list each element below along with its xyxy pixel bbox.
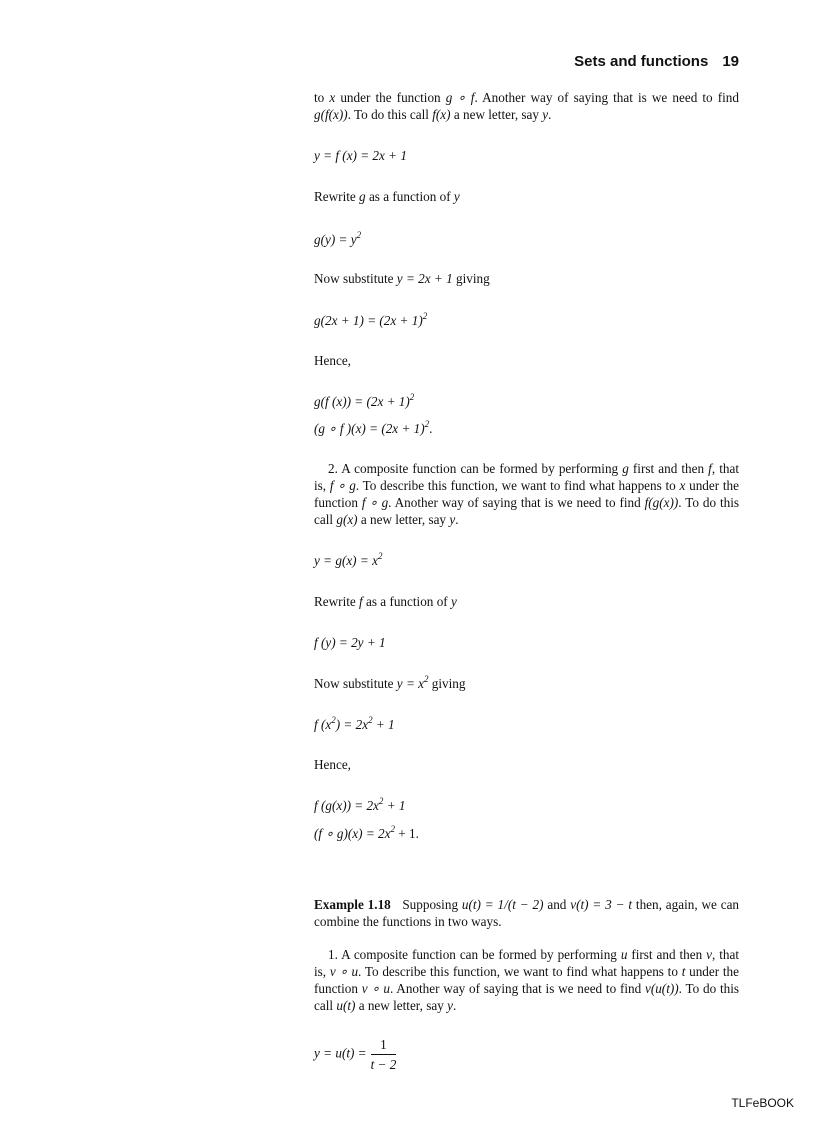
equation-fgx: f $(g(x)) = 2x^2 + 1$: [314, 796, 406, 813]
watermark-text: TLFeBOOK: [731, 1096, 794, 1110]
equation-y-fx: y = f (x) = 2x + 1: [314, 148, 407, 163]
equation-g-circ-f: (g ∘ f )$(x) = (2x + 1)^2$.: [314, 419, 433, 436]
page-number: 19: [722, 53, 739, 70]
equation-gfx: g(f $(x)) = (2x + 1)^2$: [314, 392, 415, 409]
paragraph-2: 2. A composite function can be formed by performing g first and then f, that is, f ∘ g. To describe this function, we want to find what happens to x under the function f ∘ g. Another way of saying that is we need to find f(g(x)). To do this call g(x) a new letter, say y.: [314, 461, 740, 527]
rewrite-g-line: Rewrite g as a function of y: [314, 189, 460, 204]
chapter-title: Sets and functions: [574, 53, 709, 70]
paragraph-1: to x under the function g ∘ f. Another way of saying that is we need to find g(f(x)). To do this call f(x) a new letter, say y.: [314, 90, 739, 122]
example-label: Example 1.18: [314, 897, 391, 912]
substitute-line-2: Now substitute $y = x^2$ giving: [314, 674, 466, 691]
equation-f-circ-g: (f ∘ $g)(x) = 2x^2 + 1$.: [314, 824, 419, 841]
equation-gy: $g(y) = y^2$: [314, 230, 362, 247]
running-header: [574, 53, 739, 70]
equation-fy: f (y) = 2y + 1: [314, 635, 386, 650]
equation-y-ut: y = u(t) = $\frac{1}{t - 2}$: [314, 1037, 397, 1072]
rewrite-f-line: Rewrite f as a function of y: [314, 594, 457, 609]
substitute-line-1: Now substitute y = 2x + 1 giving: [314, 271, 490, 286]
fraction: $\frac{1}{t - 2}$: [370, 1037, 397, 1072]
example-1-18: Example 1.18 Supposing u(t) = 1/(t − 2) and v(t) = 3 − t then, again, we can combine the functions in two ways.: [314, 897, 740, 929]
paragraph-3: 1. A composite function can be formed by performing u first and then v, that is, v ∘ u. To describe this function, we want to find what happens to t under the function v ∘ u. Another way of saying that is we need to find v(u(t)). To do this call u(t) a new letter, say y.: [314, 947, 740, 1013]
hence-2: Hence,: [314, 757, 351, 772]
equation-y-gx: $y = g(x) = x^2$: [314, 551, 383, 568]
hence-1: Hence,: [314, 353, 351, 368]
equation-g-2x1: $g(2x + 1) = (2x + 1)^2$: [314, 311, 428, 328]
equation-f-x2: f $(x^2) = 2x^2 + 1$: [314, 715, 395, 732]
